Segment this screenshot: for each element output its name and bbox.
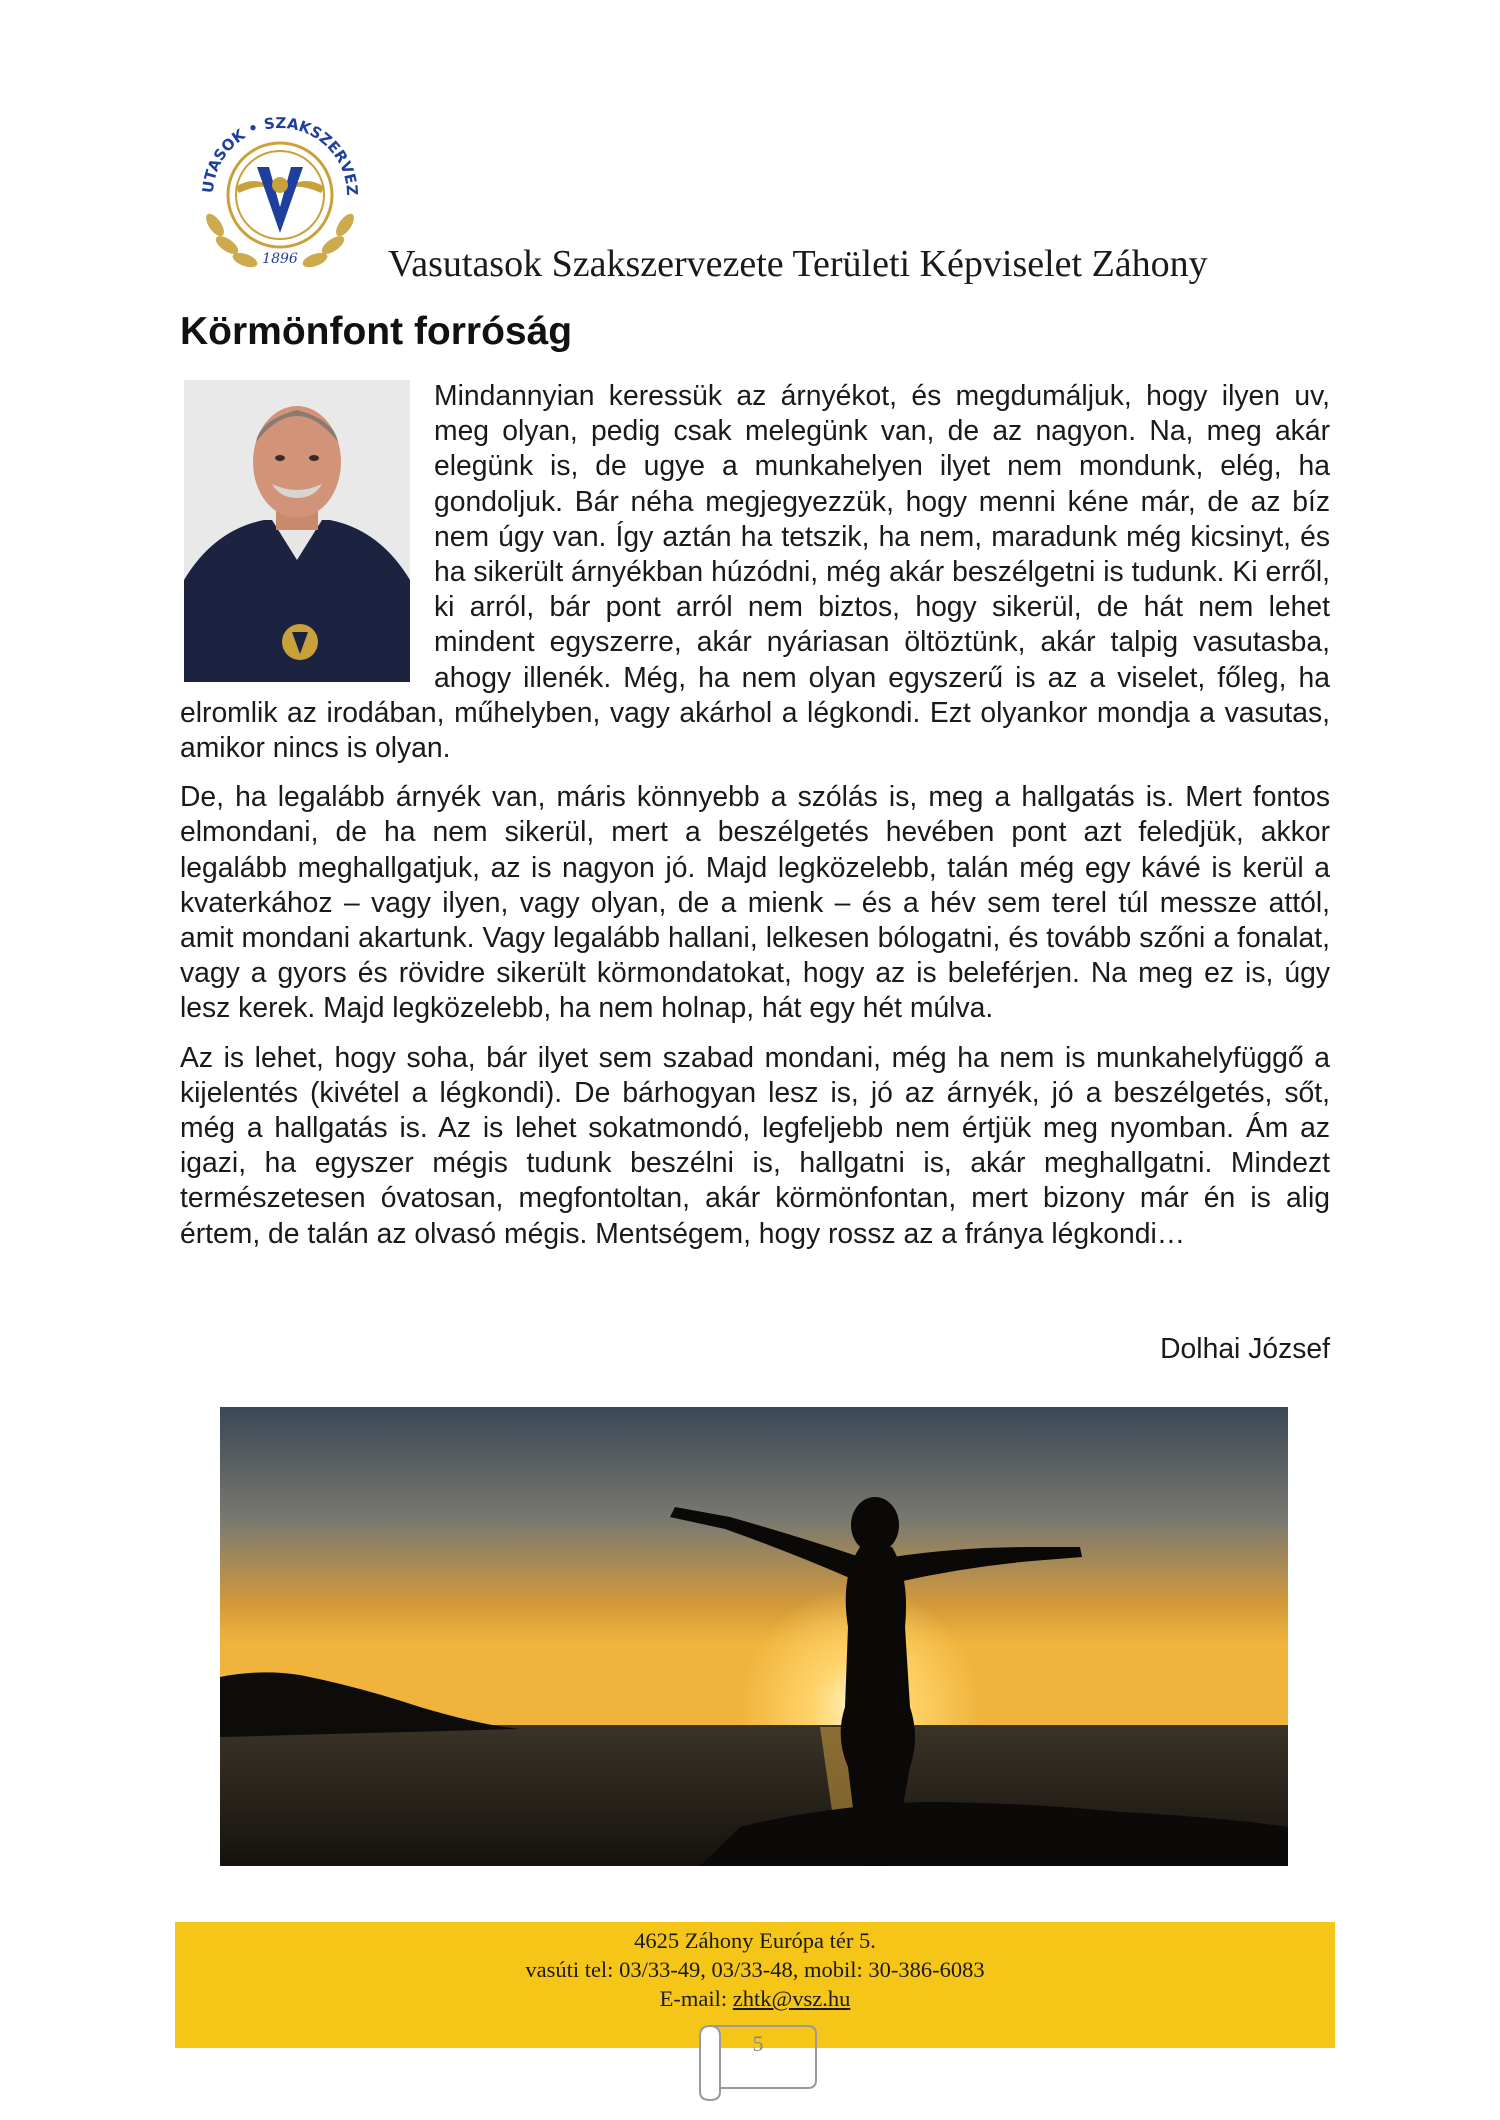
article-body — [180, 378, 1330, 1265]
logo-year: 1896 — [262, 251, 298, 267]
union-logo — [185, 95, 375, 285]
footer-email-link[interactable]: zhtk@vsz.hu — [732, 1986, 851, 2011]
footer-phones: vasúti tel: 03/33-49, 03/33-48, mobil: 30-386-6083 — [525, 1957, 985, 1982]
organization-title: Vasutasok Szakszervezete Területi Képviselet Záhony — [388, 243, 1208, 285]
author-portrait — [184, 380, 410, 682]
paragraph-2: De, ha legalább árnyék van, máris könnyebb a szólás is, meg a hallgatás is. Mert fontos elmondani, de ha nem sikerül, mert a beszélgetés hevében pont azt feledjük, akkor legalább meghallgatjuk, az is nagyon jó. Majd legközelebb, talán még egy kávé is kerül a kvaterkához – vagy ilyen, vagy olyan, de a mienk – és a hév sem terel túl messze attól, amit mondani akartunk. Vagy legalább hallani, lelkesen bólogatni, és tovább szőni a fonalat, vagy a gyors és rövidre sikerült körmondatokat, hogy az is beleférjen. Na meg ez is, úgy lesz kerek. Majd legközelebb, ha nem holnap, hát egy hét múlva. — [180, 780, 1330, 1024]
paragraph-1-text: Mindannyian keressük az árnyékot, és megdumáljuk, hogy ilyen uv, meg olyan, pedig csak melegünk van, de az nagyon. Na, meg akár elegünk is, de ugye a munkahelyen ilyet nem mondunk, elég, ha gondoljuk. Bár néha megjegyezzük, hogy menni kéne már, de az bíz nem úgy van. Így aztán ha tetszik, ha nem, maradunk még kicsinyt, és ha sikerült árnyékban húzódni, még akár beszélgetni is tudunk. Ki erről, ki arról, bár pont arról nem biztos, hogy sikerül, de hát nem lehet mindent egyszerre, akár nyáriasan öltöztünk, akár talpig vasutasba, ahogy illenék. Még, ha nem olyan egyszerű is az a viselet, főleg, ha elromlik az irodában, műhelyben, vagy akárhol a légkondi. Ezt olyankor mondja a vasutas, amikor nincs is olyan. — [180, 379, 1330, 764]
logo-text: UTASOK • SZAKSZERVEZ — [198, 113, 362, 197]
footer-address: 4625 Záhony Európa tér 5. — [634, 1928, 876, 1953]
paragraph-3: Az is lehet, hogy soha, bár ilyet sem szabad mondani, még ha nem is munkahelyfüggő a kijelentés (kivétel a légkondi). De bárhogyan lesz is, jó az árnyék, jó a beszélgetés, sőt, még a hallgatás is. Az is lehet sokatmondó, legfeljebb nem értjük meg nyomban. Ám az igazi, ha egyszer mégis tudunk beszélni is, hallgatni is, akár meghallgatni. Mindezt természetesen óvatosan, megfontoltan, akár körmönfontan, mert bizony már én is alig értem, de talán az olvasó mégis. Mentségem, hogy rossz az a fránya légkondi… — [180, 1040, 1330, 1249]
paragraph-1 — [180, 378, 1330, 765]
footer-email-label: E-mail: — [659, 1986, 733, 2011]
author-signature: Dolhai József — [1160, 1332, 1330, 1364]
page-number: 5 — [752, 2031, 764, 2056]
footer-email-line — [175, 1984, 1335, 2013]
sunset-photo — [220, 1407, 1288, 1866]
article-title: Körmönfont forróság — [180, 310, 573, 353]
